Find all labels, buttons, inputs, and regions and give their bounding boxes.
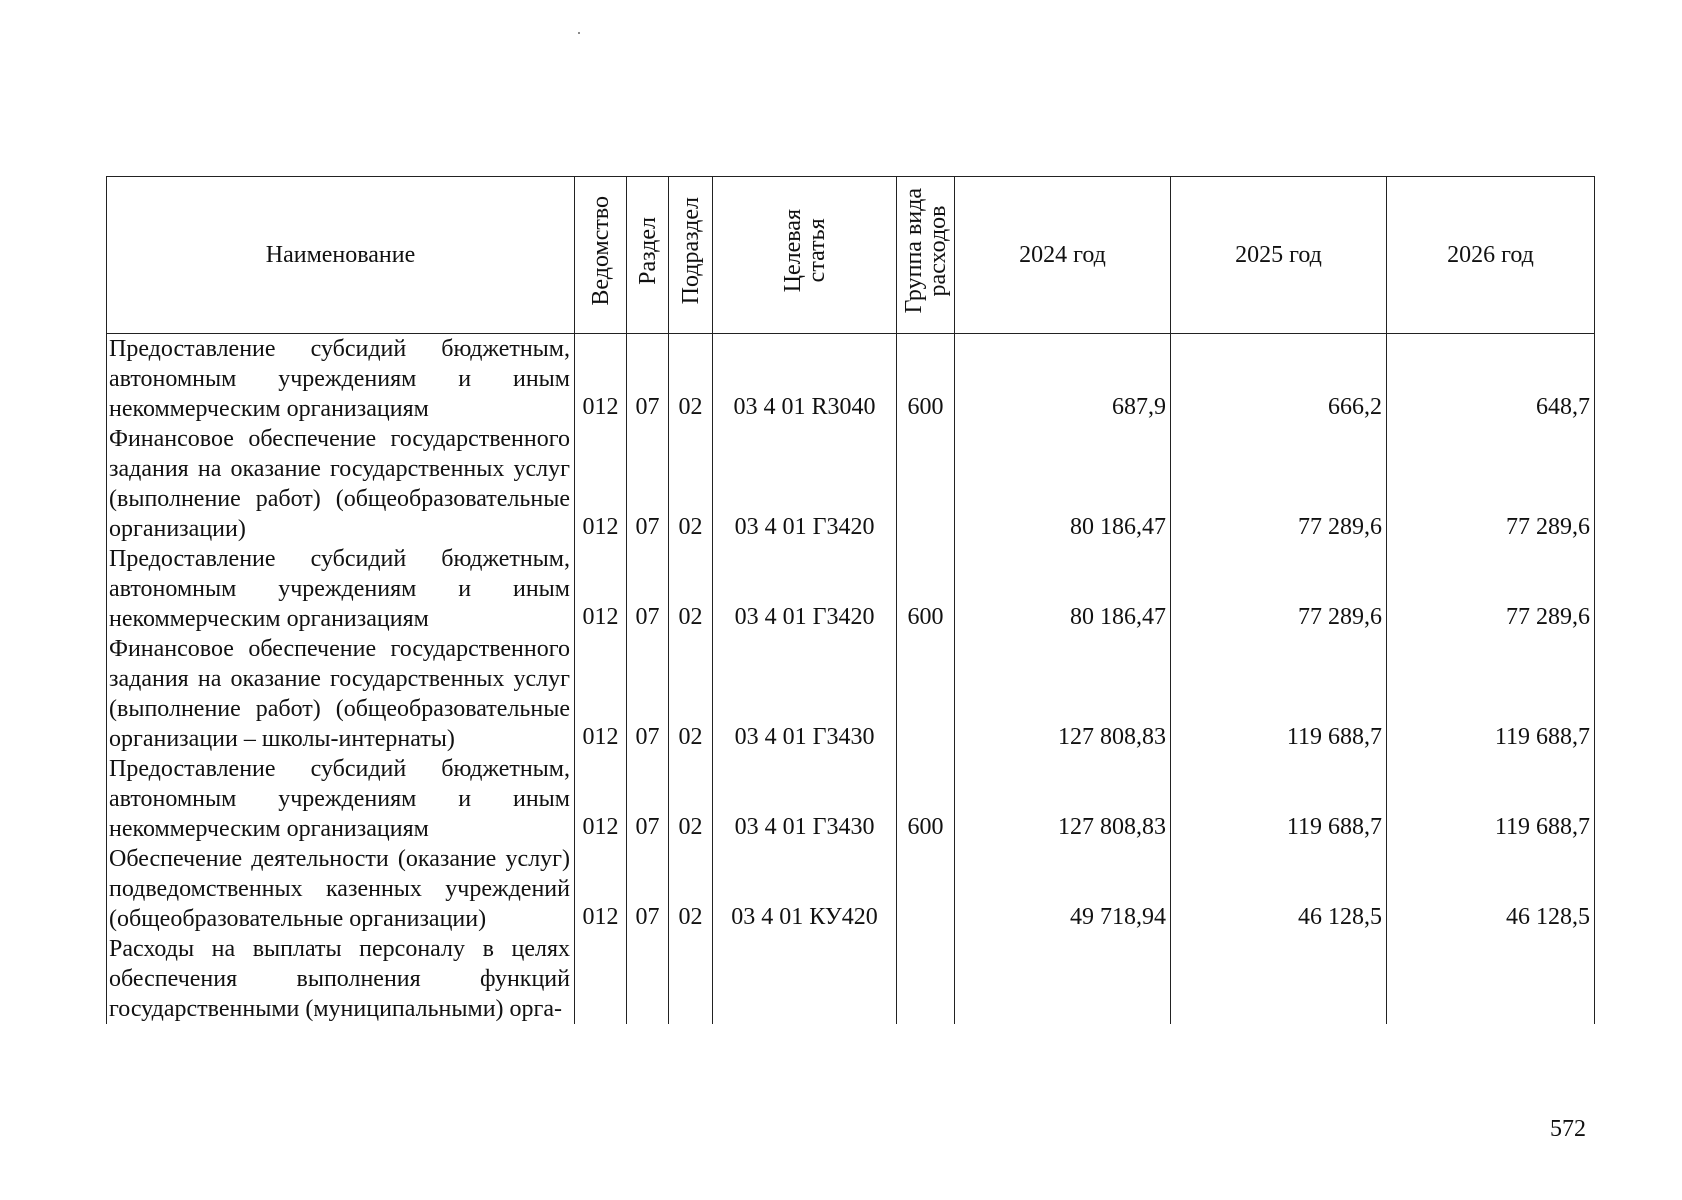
header-2026: 2026 год — [1387, 177, 1595, 334]
table-row — [107, 334, 1595, 425]
row-name: Обеспечение деятельности (оказание услуг) подведомственных казенных учреждений (общеобразовательные организации) — [107, 844, 575, 934]
row-value-2025: 77 289,6 — [1171, 424, 1387, 544]
row-target-article: 03 4 01 КУ420 — [713, 844, 897, 934]
row-section: 07 — [627, 634, 669, 754]
row-department: 012 — [575, 634, 627, 754]
header-2024: 2024 год — [955, 177, 1171, 334]
table-row — [107, 934, 1595, 1024]
row-value-2026: 119 688,7 — [1387, 634, 1595, 754]
row-value-2024: 127 808,83 — [955, 754, 1171, 844]
row-expense-group: 600 — [897, 334, 955, 425]
row-expense-group — [897, 634, 955, 754]
row-section: 07 — [627, 754, 669, 844]
row-department: 012 — [575, 844, 627, 934]
row-target-article: 03 4 01 Г3430 — [713, 634, 897, 754]
row-target-article: 03 4 01 Г3420 — [713, 544, 897, 634]
row-subsection: 02 — [669, 844, 713, 934]
row-value-2024: 687,9 — [955, 334, 1171, 425]
header-expense-group: Группа вида расходов — [897, 177, 955, 334]
row-section: 07 — [627, 424, 669, 544]
row-name: Предоставление субсидий бюджетным, автономным учреждениям и иным некоммерческим организациям — [107, 334, 575, 425]
scan-speck — [578, 32, 580, 34]
row-subsection: 02 — [669, 634, 713, 754]
table-row — [107, 634, 1595, 754]
row-expense-group: 600 — [897, 754, 955, 844]
row-value-2026: 77 289,6 — [1387, 424, 1595, 544]
row-value-2025: 119 688,7 — [1171, 634, 1387, 754]
row-subsection: 02 — [669, 754, 713, 844]
row-subsection: 02 — [669, 424, 713, 544]
row-value-2026 — [1387, 934, 1595, 1024]
row-department: 012 — [575, 424, 627, 544]
row-subsection: 02 — [669, 334, 713, 425]
row-expense-group: 600 — [897, 544, 955, 634]
row-subsection: 02 — [669, 544, 713, 634]
row-target-article: 03 4 01 Г3420 — [713, 424, 897, 544]
budget-table — [106, 176, 1595, 1024]
row-value-2026: 46 128,5 — [1387, 844, 1595, 934]
row-section: 07 — [627, 844, 669, 934]
row-name: Расходы на выплаты персоналу в целях обеспечения выполнения функций государственными (муниципальными) орга- — [107, 934, 575, 1024]
row-value-2025: 77 289,6 — [1171, 544, 1387, 634]
header-2025: 2025 год — [1171, 177, 1387, 334]
row-value-2024: 49 718,94 — [955, 844, 1171, 934]
row-value-2026: 119 688,7 — [1387, 754, 1595, 844]
row-value-2024 — [955, 934, 1171, 1024]
table-body — [107, 334, 1595, 1025]
row-value-2025: 119 688,7 — [1171, 754, 1387, 844]
row-department: 012 — [575, 544, 627, 634]
row-department: 012 — [575, 754, 627, 844]
row-value-2024: 127 808,83 — [955, 634, 1171, 754]
row-target-article: 03 4 01 Г3430 — [713, 754, 897, 844]
row-value-2024: 80 186,47 — [955, 424, 1171, 544]
header-subsection: Подраздел — [669, 177, 713, 334]
row-value-2025 — [1171, 934, 1387, 1024]
row-value-2026: 77 289,6 — [1387, 544, 1595, 634]
row-subsection — [669, 934, 713, 1024]
header-department: Ведомство — [575, 177, 627, 334]
header-section: Раздел — [627, 177, 669, 334]
row-expense-group — [897, 424, 955, 544]
row-name: Предоставление субсидий бюджетным, автономным учреждениям и иным некоммерческим организациям — [107, 754, 575, 844]
row-department — [575, 934, 627, 1024]
row-name: Предоставление субсидий бюджетным, автономным учреждениям и иным некоммерческим организациям — [107, 544, 575, 634]
table-row — [107, 544, 1595, 634]
page-number: 572 — [1550, 1116, 1586, 1142]
row-section: 07 — [627, 544, 669, 634]
row-expense-group — [897, 934, 955, 1024]
row-value-2025: 666,2 — [1171, 334, 1387, 425]
table-row — [107, 424, 1595, 544]
table-header-row — [107, 177, 1595, 334]
row-section: 07 — [627, 334, 669, 425]
table-row — [107, 754, 1595, 844]
row-name: Финансовое обеспечение государственного задания на оказание государственных услуг (выполнение работ) (общеобразовательные организации) — [107, 424, 575, 544]
table-row — [107, 844, 1595, 934]
row-target-article — [713, 934, 897, 1024]
row-value-2024: 80 186,47 — [955, 544, 1171, 634]
row-value-2026: 648,7 — [1387, 334, 1595, 425]
row-expense-group — [897, 844, 955, 934]
row-target-article: 03 4 01 R3040 — [713, 334, 897, 425]
row-name: Финансовое обеспечение государственного задания на оказание государственных услуг (выполнение работ) (общеобразовательные организации – школы-интернаты) — [107, 634, 575, 754]
header-target-article: Целевая статья — [713, 177, 897, 334]
header-name: Наименование — [107, 177, 575, 334]
row-value-2025: 46 128,5 — [1171, 844, 1387, 934]
row-section — [627, 934, 669, 1024]
row-department: 012 — [575, 334, 627, 425]
